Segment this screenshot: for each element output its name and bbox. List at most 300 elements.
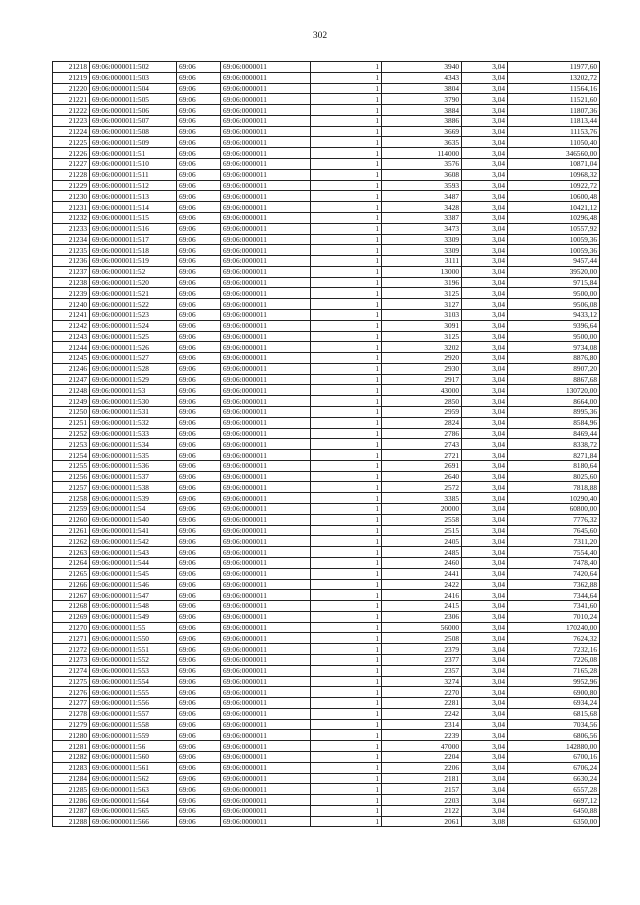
rate-cell: 3,04 [462, 234, 508, 245]
cadastral-number-cell: 69:06:0000011:551 [90, 644, 177, 655]
page-number: 302 [312, 31, 328, 41]
cadastral-number-cell: 69:06:0000011:557 [90, 708, 177, 719]
table-row [53, 568, 600, 579]
parcel-count-cell: 1 [311, 288, 382, 299]
parcel-count-cell: 1 [311, 730, 382, 741]
rate-cell: 3,04 [462, 719, 508, 730]
parcel-count-cell: 1 [311, 590, 382, 601]
cadastral-number-cell: 69:06:0000011:544 [90, 557, 177, 568]
district-code-cell: 69:06 [177, 62, 221, 73]
cadastral-block-cell: 69:06:0000011 [221, 698, 311, 709]
rate-cell: 3,04 [462, 676, 508, 687]
cadastral-block-cell: 69:06:0000011 [221, 557, 311, 568]
rate-cell: 3,04 [462, 557, 508, 568]
parcel-count-cell: 1 [311, 557, 382, 568]
cadastral-block-cell: 69:06:0000011 [221, 180, 311, 191]
row-number-cell: 21282 [53, 752, 90, 763]
cadastral-number-cell: 69:06:0000011:531 [90, 407, 177, 418]
district-code-cell: 69:06 [177, 654, 221, 665]
cadastral-value-cell: 130720,00 [508, 385, 600, 396]
cadastral-number-cell: 69:06:0000011:560 [90, 752, 177, 763]
district-code-cell: 69:06 [177, 601, 221, 612]
row-number-cell: 21285 [53, 784, 90, 795]
parcel-count-cell: 1 [311, 309, 382, 320]
cadastral-value-cell: 11050,40 [508, 137, 600, 148]
cadastral-block-cell: 69:06:0000011 [221, 784, 311, 795]
cadastral-value-cell: 10600,48 [508, 191, 600, 202]
parcel-count-cell: 1 [311, 633, 382, 644]
row-number-cell: 21280 [53, 730, 90, 741]
parcel-count-cell: 1 [311, 353, 382, 364]
cadastral-block-cell: 69:06:0000011 [221, 676, 311, 687]
cadastral-value-cell: 8469,44 [508, 428, 600, 439]
rate-cell: 3,04 [462, 202, 508, 213]
table-row [53, 493, 600, 504]
cadastral-number-cell: 69:06:0000011:503 [90, 72, 177, 83]
row-number-cell: 21221 [53, 94, 90, 105]
row-number-cell: 21250 [53, 407, 90, 418]
district-code-cell: 69:06 [177, 331, 221, 342]
rate-cell: 3,04 [462, 439, 508, 450]
rate-cell: 3,04 [462, 762, 508, 773]
parcel-count-cell: 1 [311, 320, 382, 331]
cadastral-number-cell: 69:06:0000011:552 [90, 654, 177, 665]
cadastral-block-cell: 69:06:0000011 [221, 525, 311, 536]
rate-cell: 3,04 [462, 191, 508, 202]
cadastral-number-cell: 69:06:0000011:525 [90, 331, 177, 342]
table-row [53, 148, 600, 159]
rate-cell: 3,04 [462, 482, 508, 493]
cadastral-value-cell: 8271,84 [508, 450, 600, 461]
row-number-cell: 21277 [53, 698, 90, 709]
cadastral-number-cell: 69:06:0000011:540 [90, 514, 177, 525]
district-code-cell: 69:06 [177, 805, 221, 816]
rate-cell: 3,04 [462, 611, 508, 622]
area-cell: 3125 [382, 288, 462, 299]
area-cell: 2824 [382, 417, 462, 428]
district-code-cell: 69:06 [177, 730, 221, 741]
table-row [53, 482, 600, 493]
cadastral-block-cell: 69:06:0000011 [221, 256, 311, 267]
area-cell: 2959 [382, 407, 462, 418]
table-row [53, 137, 600, 148]
cadastral-value-cell: 10871,04 [508, 159, 600, 170]
cadastral-value-cell: 6700,16 [508, 752, 600, 763]
area-cell: 2508 [382, 633, 462, 644]
row-number-cell: 21283 [53, 762, 90, 773]
area-cell: 3884 [382, 105, 462, 116]
rate-cell: 3,04 [462, 784, 508, 795]
cadastral-number-cell: 69:06:0000011:553 [90, 665, 177, 676]
area-cell: 2357 [382, 665, 462, 676]
table-body [53, 62, 600, 827]
row-number-cell: 21238 [53, 277, 90, 288]
row-number-cell: 21251 [53, 417, 90, 428]
cadastral-number-cell: 69:06:0000011:545 [90, 568, 177, 579]
cadastral-value-cell: 11807,36 [508, 105, 600, 116]
cadastral-value-cell: 10296,48 [508, 212, 600, 223]
area-cell: 3309 [382, 245, 462, 256]
cadastral-block-cell: 69:06:0000011 [221, 363, 311, 374]
row-number-cell: 21261 [53, 525, 90, 536]
parcel-count-cell: 1 [311, 816, 382, 827]
cadastral-value-cell: 7034,56 [508, 719, 600, 730]
rate-cell: 3,04 [462, 94, 508, 105]
cadastral-number-cell: 69:06:0000011:511 [90, 169, 177, 180]
rate-cell: 3,04 [462, 159, 508, 170]
area-cell: 2930 [382, 363, 462, 374]
parcel-count-cell: 1 [311, 62, 382, 73]
cadastral-block-cell: 69:06:0000011 [221, 94, 311, 105]
table-row [53, 762, 600, 773]
district-code-cell: 69:06 [177, 320, 221, 331]
cadastral-value-cell: 9715,84 [508, 277, 600, 288]
parcel-count-cell: 1 [311, 331, 382, 342]
row-number-cell: 21252 [53, 428, 90, 439]
district-code-cell: 69:06 [177, 202, 221, 213]
cadastral-value-cell: 9500,00 [508, 288, 600, 299]
district-code-cell: 69:06 [177, 126, 221, 137]
parcel-count-cell: 1 [311, 277, 382, 288]
area-cell: 2379 [382, 644, 462, 655]
rate-cell: 3,04 [462, 223, 508, 234]
land-registry-table [52, 61, 600, 827]
rate-cell: 3,04 [462, 363, 508, 374]
district-code-cell: 69:06 [177, 245, 221, 256]
parcel-count-cell: 1 [311, 773, 382, 784]
cadastral-block-cell: 69:06:0000011 [221, 741, 311, 752]
district-code-cell: 69:06 [177, 277, 221, 288]
cadastral-number-cell: 69:06:0000011:541 [90, 525, 177, 536]
area-cell: 2786 [382, 428, 462, 439]
district-code-cell: 69:06 [177, 708, 221, 719]
row-number-cell: 21243 [53, 331, 90, 342]
area-cell: 2306 [382, 611, 462, 622]
parcel-count-cell: 1 [311, 795, 382, 806]
cadastral-number-cell: 69:06:0000011:528 [90, 363, 177, 374]
district-code-cell: 69:06 [177, 159, 221, 170]
cadastral-value-cell: 7341,60 [508, 601, 600, 612]
parcel-count-cell: 1 [311, 676, 382, 687]
area-cell: 13000 [382, 266, 462, 277]
row-number-cell: 21231 [53, 202, 90, 213]
cadastral-block-cell: 69:06:0000011 [221, 493, 311, 504]
district-code-cell: 69:06 [177, 115, 221, 126]
district-code-cell: 69:06 [177, 698, 221, 709]
rate-cell: 3,04 [462, 277, 508, 288]
area-cell: 56000 [382, 622, 462, 633]
cadastral-value-cell: 11977,60 [508, 62, 600, 73]
area-cell: 3790 [382, 94, 462, 105]
cadastral-number-cell: 69:06:0000011:52 [90, 266, 177, 277]
cadastral-block-cell: 69:06:0000011 [221, 568, 311, 579]
row-number-cell: 21287 [53, 805, 90, 816]
area-cell: 3593 [382, 180, 462, 191]
table-row [53, 773, 600, 784]
cadastral-block-cell: 69:06:0000011 [221, 428, 311, 439]
cadastral-value-cell: 9500,00 [508, 331, 600, 342]
area-cell: 2122 [382, 805, 462, 816]
parcel-count-cell: 1 [311, 741, 382, 752]
district-code-cell: 69:06 [177, 374, 221, 385]
cadastral-value-cell: 10059,36 [508, 245, 600, 256]
cadastral-value-cell: 170240,00 [508, 622, 600, 633]
cadastral-number-cell: 69:06:0000011:535 [90, 450, 177, 461]
area-cell: 2405 [382, 536, 462, 547]
row-number-cell: 21220 [53, 83, 90, 94]
row-number-cell: 21274 [53, 665, 90, 676]
cadastral-block-cell: 69:06:0000011 [221, 191, 311, 202]
cadastral-block-cell: 69:06:0000011 [221, 622, 311, 633]
cadastral-block-cell: 69:06:0000011 [221, 137, 311, 148]
parcel-count-cell: 1 [311, 374, 382, 385]
cadastral-number-cell: 69:06:0000011:554 [90, 676, 177, 687]
district-code-cell: 69:06 [177, 223, 221, 234]
table-row [53, 83, 600, 94]
cadastral-block-cell: 69:06:0000011 [221, 223, 311, 234]
rate-cell: 3,04 [462, 331, 508, 342]
cadastral-value-cell: 7226,08 [508, 654, 600, 665]
row-number-cell: 21278 [53, 708, 90, 719]
cadastral-number-cell: 69:06:0000011:53 [90, 385, 177, 396]
table-row [53, 309, 600, 320]
district-code-cell: 69:06 [177, 299, 221, 310]
parcel-count-cell: 1 [311, 407, 382, 418]
area-cell: 2920 [382, 353, 462, 364]
cadastral-block-cell: 69:06:0000011 [221, 805, 311, 816]
rate-cell: 3,04 [462, 752, 508, 763]
rate-cell: 3,04 [462, 805, 508, 816]
table-row [53, 126, 600, 137]
cadastral-number-cell: 69:06:0000011:532 [90, 417, 177, 428]
cadastral-number-cell: 69:06:0000011:518 [90, 245, 177, 256]
area-cell: 2204 [382, 752, 462, 763]
district-code-cell: 69:06 [177, 94, 221, 105]
cadastral-value-cell: 7645,60 [508, 525, 600, 536]
table-row [53, 805, 600, 816]
district-code-cell: 69:06 [177, 72, 221, 83]
district-code-cell: 69:06 [177, 363, 221, 374]
table-row [53, 223, 600, 234]
rate-cell: 3,04 [462, 665, 508, 676]
cadastral-block-cell: 69:06:0000011 [221, 72, 311, 83]
cadastral-number-cell: 69:06:0000011:508 [90, 126, 177, 137]
cadastral-value-cell: 7478,40 [508, 557, 600, 568]
rate-cell: 3,04 [462, 299, 508, 310]
area-cell: 4343 [382, 72, 462, 83]
parcel-count-cell: 1 [311, 256, 382, 267]
cadastral-block-cell: 69:06:0000011 [221, 460, 311, 471]
district-code-cell: 69:06 [177, 234, 221, 245]
table-row [53, 611, 600, 622]
area-cell: 2203 [382, 795, 462, 806]
district-code-cell: 69:06 [177, 180, 221, 191]
cadastral-block-cell: 69:06:0000011 [221, 730, 311, 741]
rate-cell: 3,04 [462, 633, 508, 644]
area-cell: 3669 [382, 126, 462, 137]
rate-cell: 3,04 [462, 730, 508, 741]
table-row [53, 105, 600, 116]
cadastral-block-cell: 69:06:0000011 [221, 353, 311, 364]
cadastral-number-cell: 69:06:0000011:556 [90, 698, 177, 709]
table-row [53, 299, 600, 310]
parcel-count-cell: 1 [311, 601, 382, 612]
district-code-cell: 69:06 [177, 795, 221, 806]
cadastral-block-cell: 69:06:0000011 [221, 320, 311, 331]
parcel-count-cell: 1 [311, 342, 382, 353]
area-cell: 2721 [382, 450, 462, 461]
rate-cell: 3,04 [462, 245, 508, 256]
parcel-count-cell: 1 [311, 234, 382, 245]
cadastral-number-cell: 69:06:0000011:538 [90, 482, 177, 493]
cadastral-number-cell: 69:06:0000011:520 [90, 277, 177, 288]
parcel-count-cell: 1 [311, 536, 382, 547]
parcel-count-cell: 1 [311, 525, 382, 536]
cadastral-value-cell: 142880,00 [508, 741, 600, 752]
district-code-cell: 69:06 [177, 471, 221, 482]
table-row [53, 536, 600, 547]
cadastral-number-cell: 69:06:0000011:519 [90, 256, 177, 267]
table-row [53, 460, 600, 471]
table-row [53, 450, 600, 461]
parcel-count-cell: 1 [311, 698, 382, 709]
cadastral-number-cell: 69:06:0000011:56 [90, 741, 177, 752]
table-row [53, 277, 600, 288]
rate-cell: 3,04 [462, 62, 508, 73]
row-number-cell: 21281 [53, 741, 90, 752]
district-code-cell: 69:06 [177, 256, 221, 267]
row-number-cell: 21267 [53, 590, 90, 601]
cadastral-block-cell: 69:06:0000011 [221, 62, 311, 73]
cadastral-value-cell: 6934,24 [508, 698, 600, 709]
parcel-count-cell: 1 [311, 568, 382, 579]
table-row [53, 601, 600, 612]
row-number-cell: 21268 [53, 601, 90, 612]
table-row [53, 72, 600, 83]
parcel-count-cell: 1 [311, 105, 382, 116]
district-code-cell: 69:06 [177, 590, 221, 601]
row-number-cell: 21263 [53, 547, 90, 558]
cadastral-block-cell: 69:06:0000011 [221, 374, 311, 385]
parcel-count-cell: 1 [311, 504, 382, 515]
cadastral-number-cell: 69:06:0000011:506 [90, 105, 177, 116]
table-row [53, 212, 600, 223]
table-row [53, 471, 600, 482]
table-row [53, 374, 600, 385]
table-row [53, 94, 600, 105]
cadastral-value-cell: 7010,24 [508, 611, 600, 622]
row-number-cell: 21240 [53, 299, 90, 310]
cadastral-block-cell: 69:06:0000011 [221, 601, 311, 612]
district-code-cell: 69:06 [177, 288, 221, 299]
cadastral-value-cell: 10968,32 [508, 169, 600, 180]
district-code-cell: 69:06 [177, 514, 221, 525]
table-row [53, 385, 600, 396]
rate-cell: 3,04 [462, 256, 508, 267]
cadastral-number-cell: 69:06:0000011:527 [90, 353, 177, 364]
cadastral-value-cell: 9457,44 [508, 256, 600, 267]
row-number-cell: 21262 [53, 536, 90, 547]
cadastral-value-cell: 8907,20 [508, 363, 600, 374]
parcel-count-cell: 1 [311, 708, 382, 719]
row-number-cell: 21271 [53, 633, 90, 644]
cadastral-number-cell: 69:06:0000011:502 [90, 62, 177, 73]
area-cell: 2558 [382, 514, 462, 525]
rate-cell: 3,04 [462, 126, 508, 137]
table-row [53, 525, 600, 536]
district-code-cell: 69:06 [177, 385, 221, 396]
rate-cell: 3,04 [462, 590, 508, 601]
row-number-cell: 21288 [53, 816, 90, 827]
area-cell: 20000 [382, 504, 462, 515]
rate-cell: 3,04 [462, 460, 508, 471]
cadastral-value-cell: 9734,08 [508, 342, 600, 353]
cadastral-block-cell: 69:06:0000011 [221, 266, 311, 277]
rate-cell: 3,04 [462, 396, 508, 407]
district-code-cell: 69:06 [177, 137, 221, 148]
area-cell: 43000 [382, 385, 462, 396]
district-code-cell: 69:06 [177, 148, 221, 159]
area-cell: 2377 [382, 654, 462, 665]
cadastral-value-cell: 8338,72 [508, 439, 600, 450]
rate-cell: 3,04 [462, 407, 508, 418]
parcel-count-cell: 1 [311, 719, 382, 730]
table-row [53, 622, 600, 633]
row-number-cell: 21232 [53, 212, 90, 223]
row-number-cell: 21269 [53, 611, 90, 622]
rate-cell: 3,04 [462, 708, 508, 719]
district-code-cell: 69:06 [177, 752, 221, 763]
parcel-count-cell: 1 [311, 622, 382, 633]
row-number-cell: 21234 [53, 234, 90, 245]
cadastral-block-cell: 69:06:0000011 [221, 687, 311, 698]
cadastral-block-cell: 69:06:0000011 [221, 277, 311, 288]
district-code-cell: 69:06 [177, 622, 221, 633]
rate-cell: 3,04 [462, 568, 508, 579]
cadastral-value-cell: 6706,24 [508, 762, 600, 773]
rate-cell: 3,04 [462, 137, 508, 148]
rate-cell: 3,04 [462, 504, 508, 515]
parcel-count-cell: 1 [311, 223, 382, 234]
rate-cell: 3,04 [462, 353, 508, 364]
district-code-cell: 69:06 [177, 525, 221, 536]
cadastral-number-cell: 69:06:0000011:509 [90, 137, 177, 148]
area-cell: 3428 [382, 202, 462, 213]
row-number-cell: 21226 [53, 148, 90, 159]
rate-cell: 3,04 [462, 115, 508, 126]
area-cell: 3111 [382, 256, 462, 267]
parcel-count-cell: 1 [311, 482, 382, 493]
table-row [53, 331, 600, 342]
parcel-count-cell: 1 [311, 752, 382, 763]
cadastral-number-cell: 69:06:0000011:505 [90, 94, 177, 105]
parcel-count-cell: 1 [311, 148, 382, 159]
parcel-count-cell: 1 [311, 460, 382, 471]
rate-cell: 3,04 [462, 417, 508, 428]
parcel-count-cell: 1 [311, 665, 382, 676]
cadastral-number-cell: 69:06:0000011:507 [90, 115, 177, 126]
cadastral-number-cell: 69:06:0000011:564 [90, 795, 177, 806]
district-code-cell: 69:06 [177, 83, 221, 94]
table-row [53, 557, 600, 568]
cadastral-value-cell: 8995,36 [508, 407, 600, 418]
rate-cell: 3,04 [462, 428, 508, 439]
cadastral-value-cell: 7362,88 [508, 579, 600, 590]
parcel-count-cell: 1 [311, 159, 382, 170]
rate-cell: 3,04 [462, 698, 508, 709]
cadastral-value-cell: 7420,64 [508, 568, 600, 579]
table-row [53, 784, 600, 795]
